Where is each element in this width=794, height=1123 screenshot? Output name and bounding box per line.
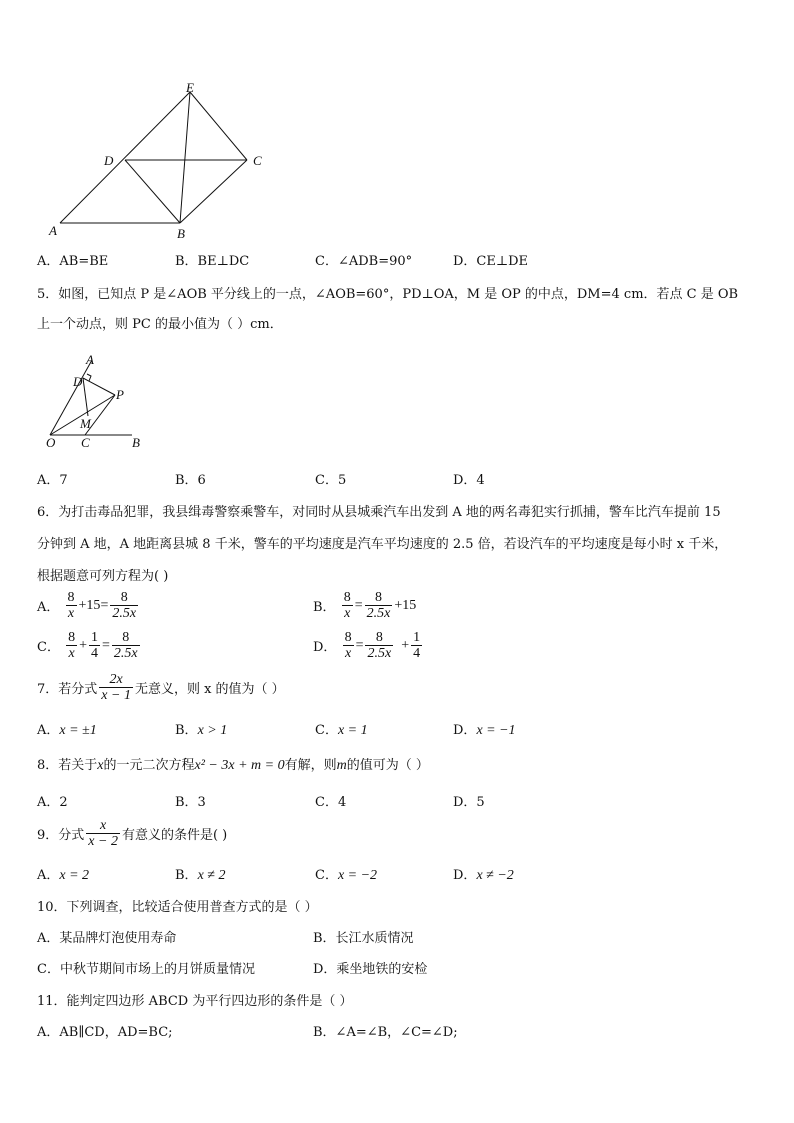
q11-stem: 11．能判定四边形 ABCD 为平行四边形的条件是（ ） xyxy=(37,994,353,1009)
label-m: M xyxy=(80,416,91,431)
q5-stem-line2: 上一个动点，则 PC 的最小值为（ ）cm． xyxy=(37,317,283,332)
fraction-8-over-2-5x: $\frac{8}{2.5x}$ xyxy=(366,590,391,621)
segment-dm xyxy=(83,378,88,416)
q5-option-b[interactable]: B．6 xyxy=(175,473,206,488)
q9-option-a[interactable]: A．x = 2 xyxy=(37,868,90,883)
option-label: D． xyxy=(313,640,337,655)
segment-db xyxy=(125,160,180,223)
fraction-8-over-2-5x: $\frac{8}{2.5x}$ xyxy=(112,590,137,621)
fraction-8-over-x: $\frac{8}{x}$ xyxy=(68,630,76,661)
label-d: D xyxy=(73,374,83,389)
fraction-8-over-2-5x: $\frac{8}{2.5x}$ xyxy=(367,630,392,661)
fraction-1-over-4: $\frac{1}{4}$ xyxy=(413,630,421,661)
q5-option-c[interactable]: C．5 xyxy=(315,473,347,488)
q6-option-d[interactable]: D． $\frac{8}{x}$ = $\frac{8}{2.5x}$ + $\frac{1}{4}$ xyxy=(313,630,421,661)
q4-option-c[interactable]: C．∠ADB=90° xyxy=(315,254,413,269)
q6-stem-line1: 6．为打击毒品犯罪，我县缉毒警察乘警车，对同时从县城乘汽车出发到 A 地的两名毒犯实行抓捕，警车比汽车提前 15 xyxy=(37,505,721,520)
q11-option-a[interactable]: A．AB∥CD，AD=BC; xyxy=(37,1025,173,1040)
segment-ec xyxy=(190,92,247,160)
label-c: C xyxy=(81,435,90,450)
option-label: A． xyxy=(37,600,60,615)
q5-option-d[interactable]: D．4 xyxy=(453,473,485,488)
q4-option-b[interactable]: B．BE⊥DC xyxy=(175,254,250,269)
q9-option-b[interactable]: B．x ≠ 2 xyxy=(175,868,226,883)
q11-option-b[interactable]: B．∠A=∠B，∠C=∠D; xyxy=(313,1025,458,1040)
q7-stem: 7．若分式 $\frac{2x}{x - 1}$ 无意义，则 x 的值为（ ） xyxy=(37,672,285,703)
segment-ae xyxy=(60,92,190,223)
figure-quadrilateral-diagram xyxy=(40,80,280,240)
label-c: C xyxy=(253,153,262,168)
option-label: C． xyxy=(37,640,60,655)
q6-stem-line3: 根据题意可列方程为( ) xyxy=(37,569,169,584)
q4-option-a[interactable]: A．AB=BE xyxy=(37,254,109,269)
q8-stem: 8．若关于x的一元二次方程x² − 3x + m = 0有解，则m的值可为（ ） xyxy=(37,758,429,773)
q5-stem-line1: 5．如图，已知点 P 是∠AOB 平分线上的一点，∠AOB=60°，PD⊥OA，M 是 OP 的中点，DM=4 cm．若点 C 是 OB xyxy=(37,287,739,302)
label-e: E xyxy=(186,80,194,95)
fraction-8-over-2-5x: $\frac{8}{2.5x}$ xyxy=(113,630,138,661)
fraction-8-over-x: $\frac{8}{x}$ xyxy=(67,590,75,621)
q7-option-d[interactable]: D．x = −1 xyxy=(453,723,516,738)
figure-angle-bisector-diagram xyxy=(40,350,160,450)
q8-option-a[interactable]: A．2 xyxy=(37,795,68,810)
fraction-x-over-x-minus-2: $\frac{x}{x - 2}$ xyxy=(88,818,118,849)
fraction-2x-over-x-minus-1: $\frac{2x}{x - 1}$ xyxy=(101,672,131,703)
q9-option-c[interactable]: C．x = −2 xyxy=(315,868,378,883)
q10-option-c[interactable]: C．中秋节期间市场上的月饼质量情况 xyxy=(37,962,255,977)
q9-stem: 9．分式 $\frac{x}{x - 2}$ 有意义的条件是( ) xyxy=(37,818,228,849)
q4-option-d[interactable]: D．CE⊥DE xyxy=(453,254,528,269)
fraction-8-over-x: $\frac{8}{x}$ xyxy=(343,590,351,621)
q10-option-a[interactable]: A．某品牌灯泡使用寿命 xyxy=(37,931,177,946)
segment-cb xyxy=(180,160,247,223)
label-o: O xyxy=(46,435,56,450)
q5-option-a[interactable]: A．7 xyxy=(37,473,68,488)
q6-option-c[interactable]: C． $\frac{8}{x}$ + $\frac{1}{4}$ = $\frac{8}{2.5x}$ xyxy=(37,630,138,661)
q7-option-a[interactable]: A．x = ±1 xyxy=(37,723,97,738)
q8-option-d[interactable]: D．5 xyxy=(453,795,485,810)
q7-option-b[interactable]: B．x > 1 xyxy=(175,723,228,738)
q6-option-b[interactable]: B． $\frac{8}{x}$ = $\frac{8}{2.5x}$ +15 xyxy=(313,590,417,621)
label-a: A xyxy=(86,352,94,367)
q7-option-c[interactable]: C．x = 1 xyxy=(315,723,368,738)
q8-option-b[interactable]: B．3 xyxy=(175,795,206,810)
segment-eb xyxy=(180,92,190,223)
fraction-8-over-x: $\frac{8}{x}$ xyxy=(344,630,352,661)
label-a: A xyxy=(49,223,57,238)
label-d: D xyxy=(104,153,114,168)
q6-option-a[interactable]: A． $\frac{8}{x}$ +15= $\frac{8}{2.5x}$ xyxy=(37,590,137,621)
label-b: B xyxy=(132,435,140,450)
q9-option-d[interactable]: D．x ≠ −2 xyxy=(453,868,514,883)
label-p: P xyxy=(116,387,124,402)
q10-option-b[interactable]: B．长江水质情况 xyxy=(313,931,414,946)
q10-stem: 10．下列调查，比较适合使用普查方式的是（ ） xyxy=(37,900,318,915)
fraction-1-over-4: $\frac{1}{4}$ xyxy=(91,630,98,661)
label-b: B xyxy=(177,226,185,240)
q6-stem-line2: 分钟到 A 地，A 地距离县城 8 千米，警车的平均速度是汽车平均速度的 2.5 倍，若设汽车的平均速度是每小时 x 千米， xyxy=(37,537,728,552)
q10-option-d[interactable]: D．乘坐地铁的安检 xyxy=(313,962,428,977)
option-label: B． xyxy=(313,600,336,615)
segment-dp xyxy=(83,378,115,395)
q8-option-c[interactable]: C．4 xyxy=(315,795,347,810)
